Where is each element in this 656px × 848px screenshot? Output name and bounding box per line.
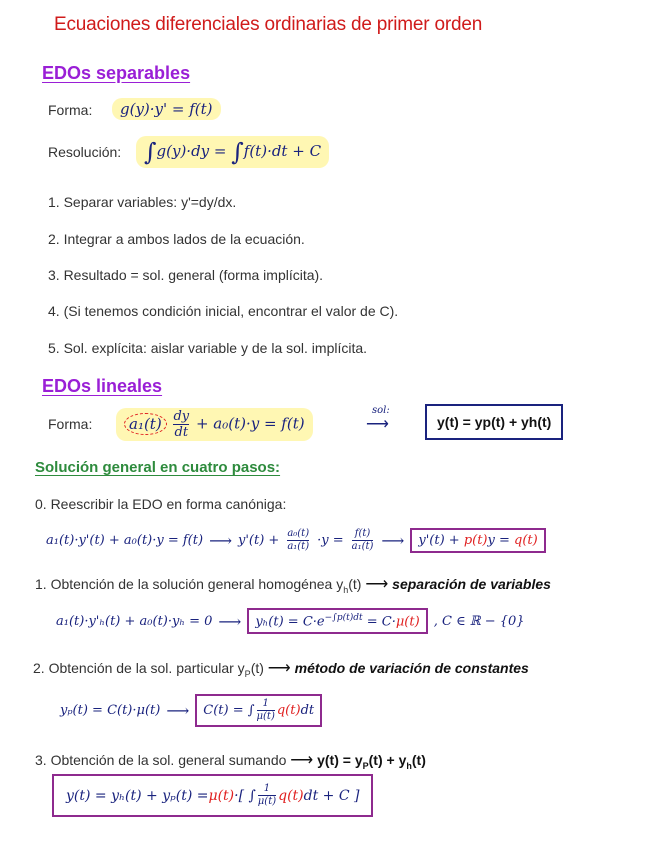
a1-coefficient: a₁(t) bbox=[124, 413, 167, 435]
forma-label-lineal: Forma: bbox=[48, 416, 93, 432]
q-function: q(t) bbox=[276, 703, 301, 718]
particular-constant-box bbox=[195, 694, 322, 727]
step-item: 1. Separar variables: y'=dy/dx. bbox=[48, 194, 237, 210]
section-heading-separables: EDOs separables bbox=[42, 63, 191, 83]
step2-method: método de variación de constantes bbox=[294, 660, 529, 676]
step0-mid-prefix: y'(t) + bbox=[238, 533, 280, 548]
step-item: 4. (Si tenemos condición inicial, encontrar el valor de C). bbox=[48, 303, 399, 319]
solution-box: y(t) = yp(t) + yh(t) bbox=[425, 404, 563, 440]
step2-lhs: yₚ(t) = C(t)·μ(t) bbox=[60, 703, 161, 718]
result-sub: P bbox=[362, 760, 369, 771]
mu-function: μ(t) bbox=[208, 787, 235, 804]
step1-label-text: 1. Obtención de la solución general homogénea y bbox=[35, 576, 344, 592]
box-text: y'(t) + bbox=[418, 533, 464, 548]
frac-den: dt bbox=[174, 425, 189, 440]
step3-label-text: 3. Obtención de la sol. general sumando bbox=[35, 752, 287, 768]
canonical-form-box bbox=[410, 528, 545, 553]
step2-label-text: 2. Obtención de la sol. particular y bbox=[33, 660, 245, 676]
forma-label: Forma: bbox=[48, 102, 93, 118]
step3-label bbox=[35, 750, 426, 771]
step1-label-sub: h bbox=[343, 584, 349, 595]
step1-method: separación de variables bbox=[392, 576, 551, 592]
step0-mid-y: ·y = bbox=[317, 533, 344, 548]
arrow-icon: ⟶ bbox=[381, 531, 405, 550]
arrow-icon: ⟶ bbox=[166, 701, 190, 720]
step3-result bbox=[317, 752, 426, 771]
frac-den: μ(t) bbox=[256, 711, 275, 722]
step0-lhs: a₁(t)·y'(t) + a₀(t)·y = f(t) bbox=[46, 533, 204, 548]
frac-num: 1 bbox=[263, 783, 271, 794]
box-text: dt bbox=[300, 703, 315, 718]
step1-label-suffix: (t) bbox=[348, 576, 362, 592]
resolucion-formula: ∫g(y)·dy = ∫f(t)·dt + C bbox=[136, 136, 329, 168]
arrow-icon: ⟶ bbox=[267, 660, 291, 677]
resolucion-label: Resolución: bbox=[48, 144, 122, 160]
result-text: (t) bbox=[411, 752, 426, 768]
exponent: −∫p(t)dt bbox=[324, 613, 363, 623]
homogeneous-solution-box bbox=[247, 608, 427, 634]
step1-label bbox=[35, 574, 551, 595]
section-heading-lineales: EDOs lineales bbox=[42, 376, 163, 396]
box-text: y(t) = yₕ(t) + yₚ(t) = bbox=[66, 787, 209, 804]
arrow-icon: ⟶ bbox=[365, 576, 389, 593]
step2-formula bbox=[60, 694, 322, 727]
step1-condition: , C ∈ ℝ − {0} bbox=[433, 613, 525, 629]
step-item: 2. Integrar a ambos lados de la ecuación. bbox=[48, 231, 305, 247]
result-text: (t) + y bbox=[368, 752, 407, 768]
p-function: p(t) bbox=[463, 533, 488, 548]
resolucion-lhs: g(y)·dy = bbox=[156, 142, 227, 160]
frac-num: dy bbox=[173, 409, 190, 424]
step2-label-sub: P bbox=[244, 668, 251, 679]
arrow-icon: ⟶ bbox=[218, 611, 242, 631]
result-sub: h bbox=[406, 760, 412, 771]
q-function: q(t) bbox=[514, 533, 538, 548]
box-text: y = bbox=[487, 533, 515, 548]
frac-den: a₁(t) bbox=[351, 541, 374, 552]
arrow-icon: ⟶ bbox=[290, 752, 314, 769]
step0-formula bbox=[46, 528, 546, 553]
forma-lineal-rest: + a₀(t)·y = f(t) bbox=[195, 414, 305, 433]
step2-label bbox=[33, 658, 529, 679]
step0-label: 0. Reescribir la EDO en forma canóniga: bbox=[35, 496, 287, 512]
resolucion-rhs: f(t)·dt + C bbox=[243, 142, 322, 160]
q-function: q(t) bbox=[278, 787, 304, 804]
result-text: y(t) = y bbox=[317, 752, 363, 768]
arrow-icon: ⟶ bbox=[366, 416, 389, 433]
forma-lineal-formula bbox=[116, 408, 313, 441]
box-text: C(t) = ∫ bbox=[203, 703, 255, 718]
frac-num: f(t) bbox=[354, 528, 371, 539]
box-text: yₕ(t) = C·e bbox=[255, 614, 325, 630]
forma-formula: g(y)·y' = f(t) bbox=[112, 98, 221, 120]
step-item: 5. Sol. explícita: aislar variable y de la sol. implícita. bbox=[48, 340, 368, 356]
arrow-icon: ⟶ bbox=[209, 531, 232, 550]
step2-label-suffix: (t) bbox=[250, 660, 264, 676]
mu-function: μ(t) bbox=[395, 614, 420, 630]
frac-den: a₁(t) bbox=[287, 541, 310, 552]
step1-formula bbox=[56, 608, 525, 634]
sol-label: sol: bbox=[372, 405, 390, 416]
section-heading-cuatro-pasos: Solución general en cuatro pasos: bbox=[35, 459, 281, 476]
box-text: dt + C ] bbox=[303, 787, 360, 804]
page-title: Ecuaciones diferenciales ordinarias de primer orden bbox=[54, 14, 483, 35]
step-item: 3. Resultado = sol. general (forma implícita). bbox=[48, 267, 324, 283]
frac-num: 1 bbox=[262, 698, 269, 709]
general-solution-box bbox=[52, 774, 373, 817]
frac-num: a₀(t) bbox=[287, 528, 310, 539]
box-text: = C· bbox=[362, 614, 396, 630]
frac-den: μ(t) bbox=[257, 796, 277, 807]
box-text: ·[ ∫ bbox=[234, 787, 256, 804]
step1-lhs: a₁(t)·y'ₕ(t) + a₀(t)·yₕ = 0 bbox=[56, 613, 213, 629]
